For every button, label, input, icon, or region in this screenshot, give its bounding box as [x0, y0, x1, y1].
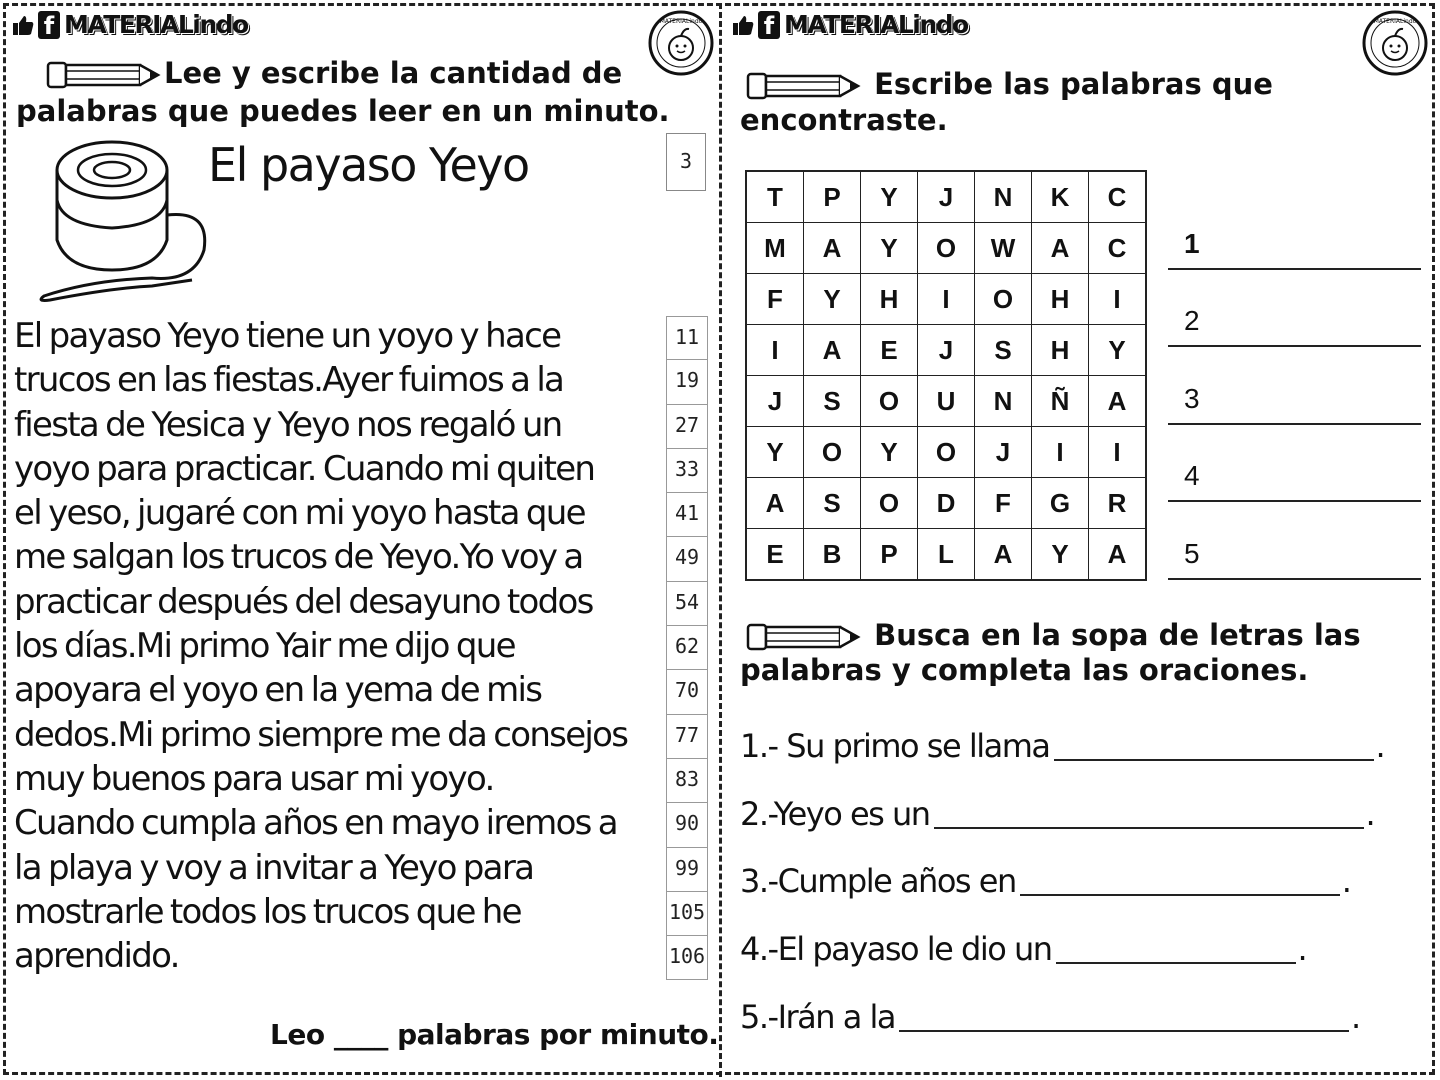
sentence-2: 2.-Yeyo es un .: [740, 794, 1375, 833]
word-count-cell: 19: [666, 360, 708, 404]
brand-left: [12, 10, 248, 39]
grid-row: [746, 529, 1146, 581]
grid-cell[interactable]: C: [1089, 171, 1147, 223]
grid-cell[interactable]: O: [861, 376, 918, 427]
grid-cell[interactable]: A: [1089, 529, 1147, 581]
facebook-icon: f: [38, 11, 60, 39]
grid-cell[interactable]: E: [746, 529, 804, 581]
grid-cell[interactable]: F: [975, 478, 1032, 529]
answer-line[interactable]: [1168, 270, 1421, 348]
sentence-blank[interactable]: [1054, 731, 1374, 761]
grid-row: [746, 171, 1146, 223]
title-word-count: 3: [666, 133, 706, 191]
grid-cell[interactable]: Ñ: [1032, 376, 1089, 427]
grid-cell[interactable]: S: [804, 376, 861, 427]
grid-cell[interactable]: S: [975, 325, 1032, 376]
answer-lines: [1168, 192, 1421, 580]
grid-cell[interactable]: T: [746, 171, 804, 223]
story-line: Cuando cumpla años en mayo iremos a: [14, 803, 617, 844]
grid-cell[interactable]: I: [1089, 427, 1147, 478]
facebook-icon: f: [758, 11, 780, 39]
answer-number: 5: [1184, 537, 1200, 569]
svg-text:MATERIALindo: MATERIALindo: [659, 18, 703, 25]
grid-cell[interactable]: A: [746, 478, 804, 529]
sentence-list: [740, 712, 1420, 1050]
words-per-minute-footer[interactable]: Leo ____ palabras por minuto.: [270, 1018, 719, 1051]
instruction-find-words: [740, 618, 1361, 687]
story-line: aprendido.: [14, 936, 179, 977]
grid-cell[interactable]: P: [804, 171, 861, 223]
answer-line[interactable]: [1168, 502, 1421, 580]
thumbs-up-icon: [12, 14, 34, 36]
word-count-cell: 41: [666, 493, 708, 537]
grid-cell[interactable]: O: [804, 427, 861, 478]
answer-number: 1: [1184, 227, 1200, 259]
word-count-cell: 62: [666, 626, 708, 670]
story-line: fiesta de Yesica y Yeyo nos regaló un: [14, 404, 562, 445]
sentence-1: 1.- Su primo se llama .: [740, 726, 1385, 765]
grid-cell[interactable]: Y: [1089, 325, 1147, 376]
grid-cell[interactable]: I: [746, 325, 804, 376]
grid-cell[interactable]: Y: [804, 274, 861, 325]
grid-cell[interactable]: P: [861, 529, 918, 581]
word-count-cell: 77: [666, 715, 708, 759]
grid-cell[interactable]: Y: [861, 427, 918, 478]
story-line: trucos en las fiestas.Ayer fuimos a la: [14, 360, 564, 401]
word-count-column: [666, 316, 708, 980]
grid-cell[interactable]: Y: [861, 223, 918, 274]
story-line: dedos.Mi primo siempre me da consejos: [14, 714, 628, 755]
word-count-cell: 33: [666, 449, 708, 493]
grid-cell[interactable]: A: [1032, 223, 1089, 274]
brand-right: [732, 10, 968, 39]
grid-cell[interactable]: E: [861, 325, 918, 376]
grid-cell[interactable]: A: [804, 223, 861, 274]
grid-cell[interactable]: Y: [1032, 529, 1089, 581]
grid-cell[interactable]: W: [975, 223, 1032, 274]
grid-cell[interactable]: O: [861, 478, 918, 529]
grid-cell[interactable]: A: [1089, 376, 1147, 427]
grid-cell[interactable]: G: [1032, 478, 1089, 529]
word-count-cell: 49: [666, 537, 708, 581]
answer-number: 3: [1184, 382, 1200, 414]
grid-cell[interactable]: O: [918, 223, 975, 274]
word-count-cell: 27: [666, 405, 708, 449]
sentence-blank[interactable]: [899, 1002, 1349, 1032]
grid-cell[interactable]: S: [804, 478, 861, 529]
grid-row: [746, 427, 1146, 478]
sentence-3: 3.-Cumple años en .: [740, 862, 1351, 901]
grid-cell[interactable]: O: [918, 427, 975, 478]
sentence-text: 1.- Su primo se llama: [740, 726, 1050, 765]
grid-cell[interactable]: N: [975, 376, 1032, 427]
grid-cell[interactable]: J: [918, 171, 975, 223]
sentence-text: 5.-Irán a la: [740, 997, 896, 1036]
grid-cell[interactable]: H: [1032, 325, 1089, 376]
grid-cell[interactable]: L: [918, 529, 975, 581]
instruction-line-1: Escribe las palabras que: [874, 67, 1273, 101]
grid-cell[interactable]: H: [861, 274, 918, 325]
grid-cell[interactable]: I: [1032, 427, 1089, 478]
grid-cell[interactable]: H: [1032, 274, 1089, 325]
story-line: me salgan los trucos de Yeyo.Yo voy a: [14, 537, 583, 578]
sentence-4: 4.-El payaso le dio un .: [740, 929, 1307, 968]
grid-cell[interactable]: N: [975, 171, 1032, 223]
pencil-icon: [44, 59, 164, 91]
brand-name: MATERIALindo: [64, 10, 248, 39]
word-count-cell: 54: [666, 582, 708, 626]
answer-number: 2: [1184, 305, 1200, 337]
grid-cell[interactable]: D: [918, 478, 975, 529]
grid-cell[interactable]: Y: [861, 171, 918, 223]
story-line: apoyara el yoyo en la yema de mis: [14, 670, 542, 711]
pencil-icon: [744, 70, 864, 102]
word-search-grid: [745, 170, 1147, 581]
grid-cell[interactable]: O: [975, 274, 1032, 325]
story-line: los días.Mi primo Yair me dijo que: [14, 626, 515, 667]
grid-row: [746, 223, 1146, 274]
grid-cell[interactable]: R: [1089, 478, 1147, 529]
grid-cell[interactable]: B: [804, 529, 861, 581]
instruction-line-2: palabras y completa las oraciones.: [740, 653, 1309, 687]
sentence-blank[interactable]: [1056, 934, 1296, 964]
grid-cell[interactable]: K: [1032, 171, 1089, 223]
story-line: yoyo para practicar. Cuando mi quiten: [14, 448, 595, 489]
instruction-line-1: Busca en la sopa de letras las: [874, 618, 1361, 652]
story-line: muy buenos para usar mi yoyo.: [14, 758, 494, 799]
grid-cell[interactable]: C: [1089, 223, 1147, 274]
grid-cell[interactable]: J: [746, 376, 804, 427]
grid-row: [746, 478, 1146, 529]
answer-number: 4: [1184, 460, 1200, 492]
answer-line[interactable]: [1168, 192, 1421, 270]
grid-cell[interactable]: I: [918, 274, 975, 325]
pencil-icon: [744, 621, 864, 653]
story-text: [14, 316, 664, 980]
story-line: El payaso Yeyo tiene un yoyo y hace: [14, 316, 561, 356]
grid-cell[interactable]: M: [746, 223, 804, 274]
story-line: la playa y voy a invitar a Yeyo para: [14, 847, 534, 888]
word-count-cell: 99: [666, 848, 708, 892]
center-divider: [719, 3, 722, 1077]
sentence-5: 5.-Irán a la .: [740, 997, 1360, 1036]
svg-text:MATERIALindo: MATERIALindo: [1373, 18, 1417, 25]
sentence-blank[interactable]: [934, 799, 1364, 829]
word-count-cell: 90: [666, 803, 708, 847]
word-count-cell: 106: [666, 936, 708, 980]
sentence-text: 4.-El payaso le dio un: [740, 929, 1052, 968]
grid-cell[interactable]: J: [918, 325, 975, 376]
grid-cell[interactable]: F: [746, 274, 804, 325]
sentence-text: 2.-Yeyo es un: [740, 794, 930, 833]
instruction-line-2: encontraste.: [740, 103, 948, 137]
thumbs-up-icon: [732, 14, 754, 36]
brand-name: MATERIALindo: [784, 10, 968, 39]
materialindo-logo: [1362, 10, 1428, 76]
word-count-cell: 11: [666, 316, 708, 360]
word-count-cell: 105: [666, 892, 708, 936]
grid-cell[interactable]: Y: [746, 427, 804, 478]
grid-row: [746, 376, 1146, 427]
story-title: El payaso Yeyo: [208, 138, 529, 192]
yoyo-illustration: [32, 130, 218, 310]
story-line: practicar después del desayuno todos: [14, 581, 593, 622]
grid-cell[interactable]: A: [975, 529, 1032, 581]
sentence-text: 3.-Cumple años en: [740, 862, 1016, 901]
grid-cell[interactable]: U: [918, 376, 975, 427]
grid-cell[interactable]: J: [975, 427, 1032, 478]
instruction-line-2: palabras que puedes leer en un minuto.: [16, 94, 670, 128]
instruction-read: [16, 54, 670, 130]
sentence-blank[interactable]: [1020, 866, 1340, 896]
instruction-write-words: [740, 66, 1273, 138]
story-line: mostrarle todos los trucos que he: [14, 891, 521, 932]
word-count-cell: 83: [666, 759, 708, 803]
answer-line[interactable]: [1168, 347, 1421, 425]
grid-cell[interactable]: A: [804, 325, 861, 376]
answer-line[interactable]: [1168, 425, 1421, 503]
word-count-cell: 70: [666, 670, 708, 714]
instruction-line-1: Lee y escribe la cantidad de: [164, 56, 623, 90]
grid-row: [746, 274, 1146, 325]
grid-row: [746, 325, 1146, 376]
story-line: el yeso, jugaré con mi yoyo hasta que: [14, 493, 585, 534]
grid-cell[interactable]: I: [1089, 274, 1147, 325]
